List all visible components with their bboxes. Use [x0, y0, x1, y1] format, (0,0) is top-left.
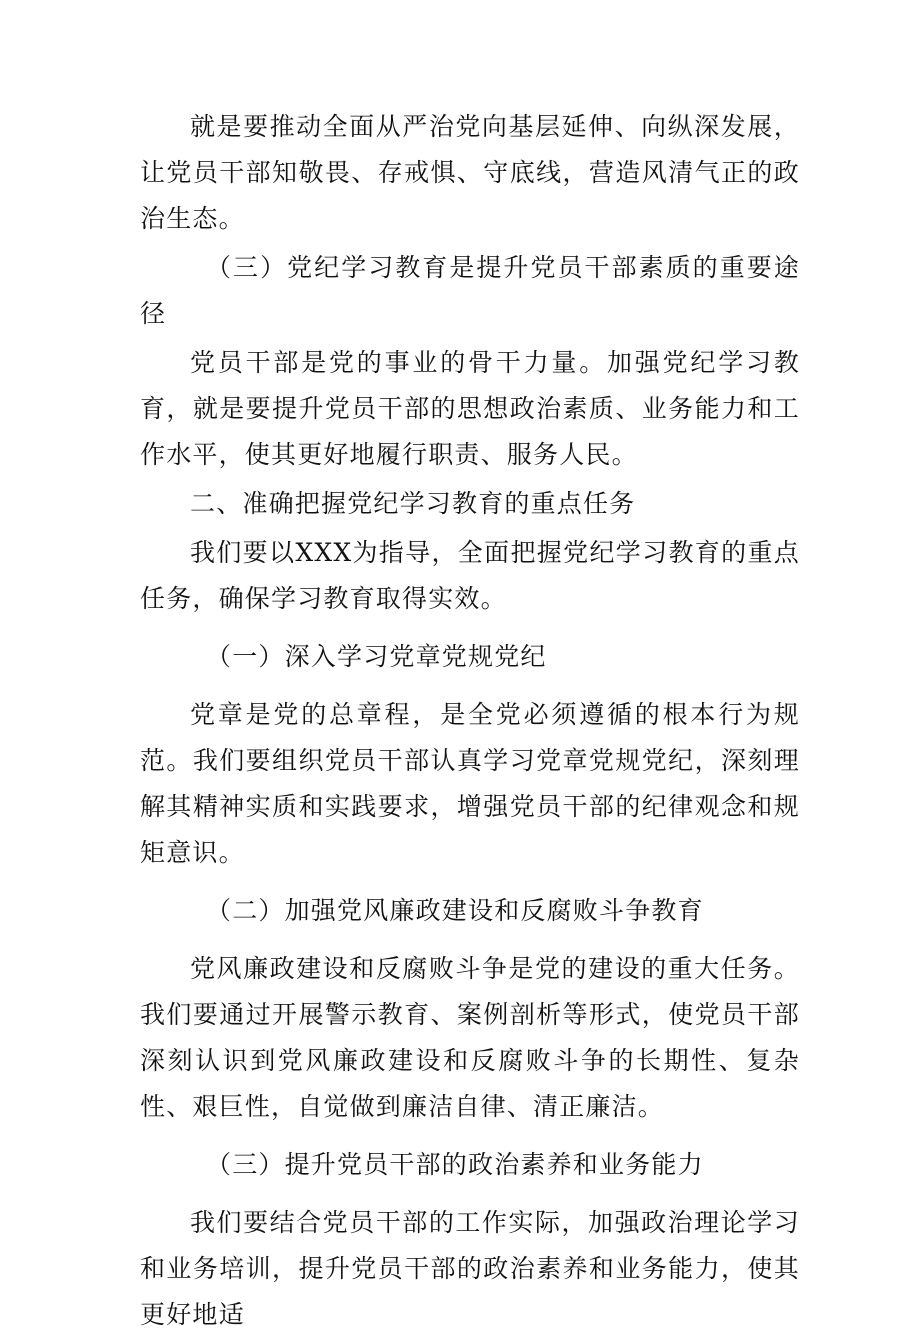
section-heading-3b: （三）提升党员干部的政治素养和业务能力	[206, 1150, 704, 1179]
chapter-heading-2: 二、准确把握党纪学习教育的重点任务	[190, 489, 636, 518]
paragraph-truncated: 我们要结合党员干部的工作实际，加强政治理论学习和业务培训，提升党员干部的政治素养和业务能力，使其更好地适	[140, 1208, 800, 1329]
paragraph: 党风廉政建设和反腐败斗争是党的建设的重大任务。我们要通过开展警示教育、案例剖析等形式，使党员干部深刻认识到党风廉政建设和反腐败斗争的长期性、复杂性、艰巨性，自觉做到廉洁自律、清正廉洁。	[140, 954, 800, 1121]
paragraph: 党章是党的总章程，是全党必须遵循的根本行为规范。我们要组织党员干部认真学习党章党规党纪，深刻理解其精神实质和实践要求，增强党员干部的纪律观念和规矩意识。	[140, 700, 800, 867]
paragraph: 党员干部是党的事业的骨干力量。加强党纪学习教育，就是要提升党员干部的思想政治素质、业务能力和工作水平，使其更好地履行职责、服务人民。	[140, 348, 800, 469]
document-body	[140, 104, 800, 1338]
section-heading-1: （一）深入学习党章党规党纪	[206, 642, 547, 671]
paragraph: 我们要以XXX为指导，全面把握党纪学习教育的重点任务，确保学习教育取得实效。	[140, 538, 800, 613]
section-heading-3: （三）党纪学习教育是提升党员干部素质的重要途径	[140, 253, 800, 328]
section-heading-2: （二）加强党风廉政建设和反腐败斗争教育	[206, 896, 704, 925]
paragraph-continuation: 就是要推动全面从严治党向基层延伸、向纵深发展，让党员干部知敬畏、存戒惧、守底线，营造风清气正的政治生态。	[140, 112, 800, 233]
